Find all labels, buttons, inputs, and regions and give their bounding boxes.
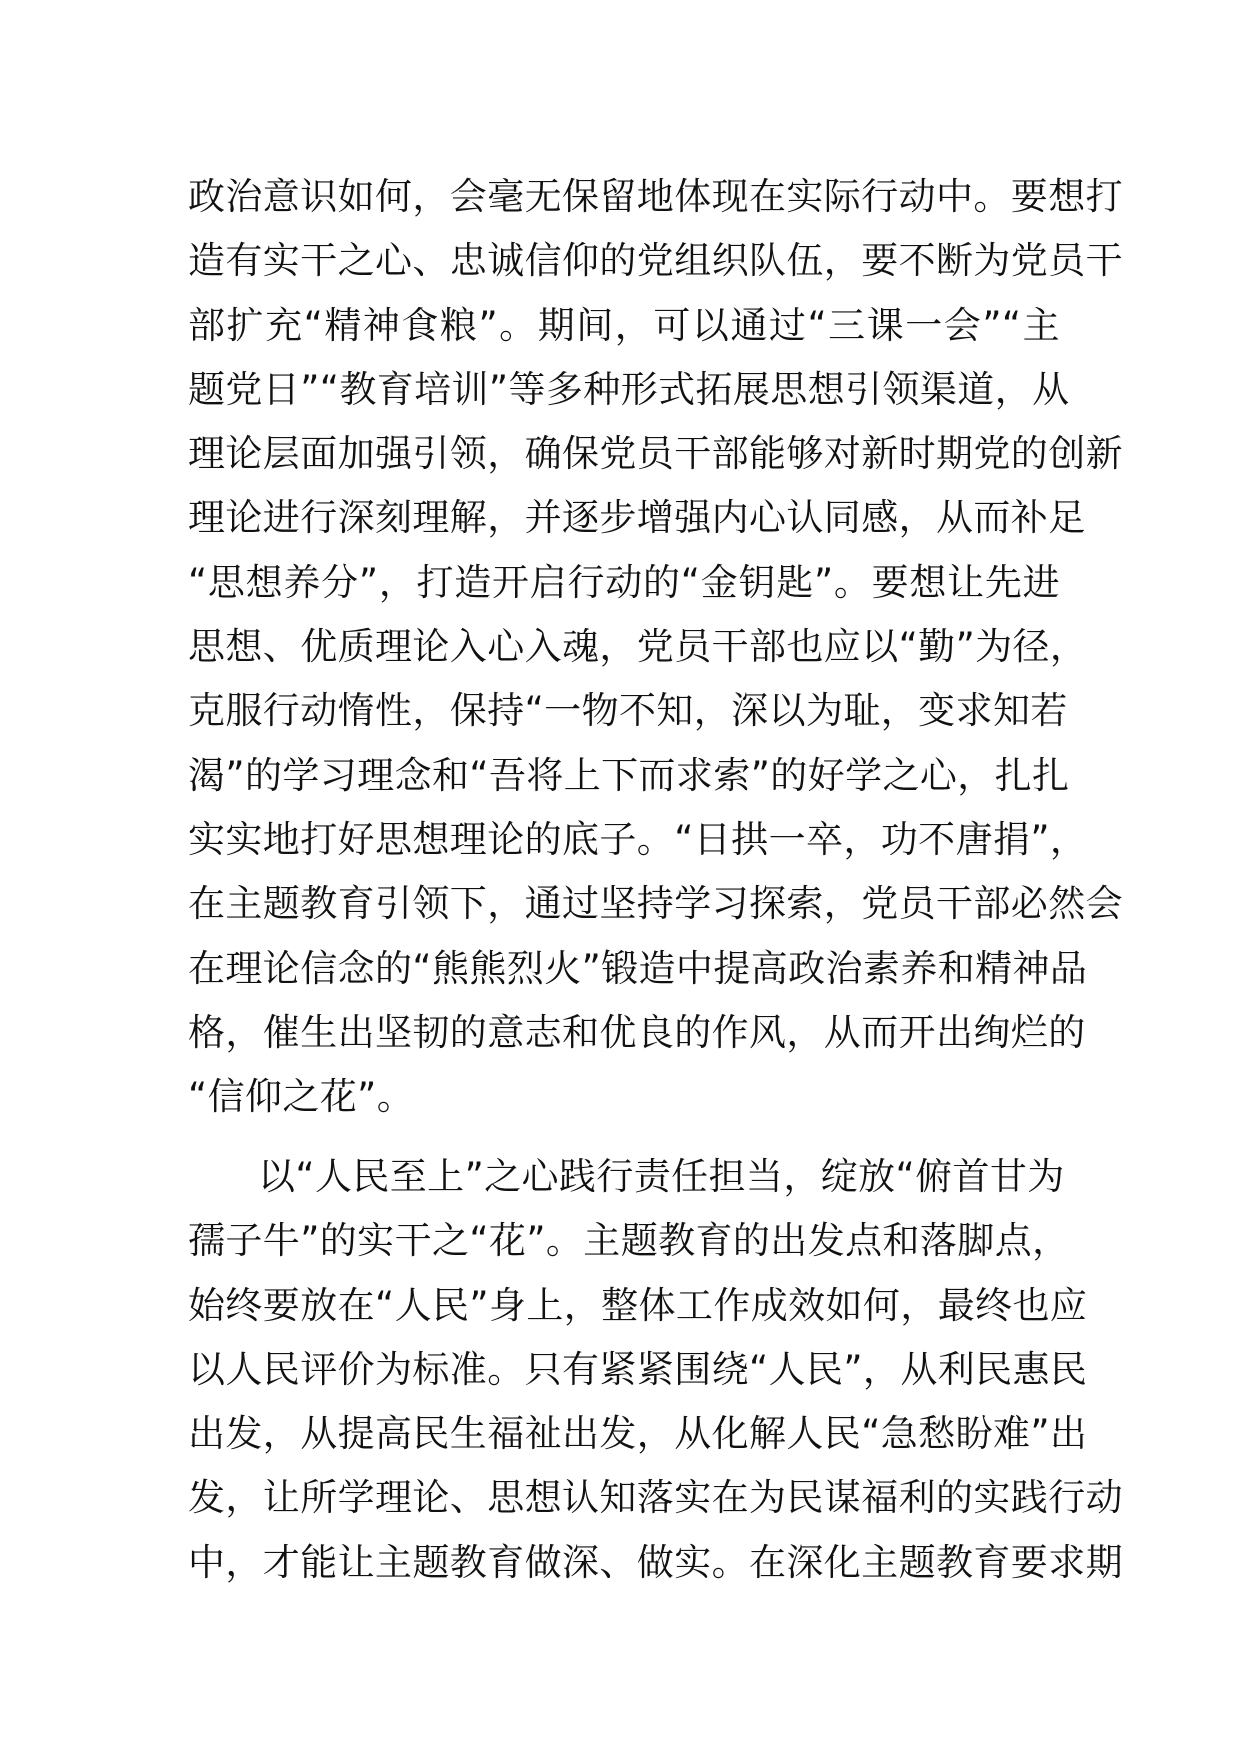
paragraph-1-line: 理论层面加强引领，确保党员干部能够对新时期党的创新 [188, 432, 1123, 476]
paragraph-1-line: 在理论信念的“熊熊烈火”锻造中提高政治素养和精神品 [188, 946, 1088, 990]
paragraph-2-line: 中，才能让主题教育做深、做实。在深化主题教育要求期 [188, 1540, 1123, 1584]
paragraph-1-line: “信仰之花”。 [188, 1075, 415, 1119]
paragraph-1-line: 格，催生出坚韧的意志和优良的作风，从而开出绚烂的 [188, 1010, 1086, 1054]
paragraph-2-line: 始终要放在“人民”身上，整体工作成效如何，最终也应 [188, 1283, 1088, 1327]
paragraph-2-line: 以“人民至上”之心践行责任担当，绽放“俯首甘为 [258, 1155, 1065, 1198]
paragraph-1-line: 部扩充“精神食粮”。期间，可以通过“三课一会”“主 [188, 303, 1060, 347]
paragraph-1-line: 实实地打好思想理论的底子。“日拱一卒，功不唐捐”， [188, 817, 1088, 861]
paragraph-2-line: 出发，从提高民生福祉出发，从化解人民“急愁盼难”出 [188, 1412, 1088, 1456]
paragraph-1-line: 在主题教育引领下，通过坚持学习探索，党员干部必然会 [188, 882, 1123, 926]
paragraph-1-line: 题党日”“教育培训”等多种形式拓展思想引领渠道，从 [188, 367, 1070, 411]
paragraph-1-line: 造有实干之心、忠诚信仰的党组织队伍，要不断为党员干 [188, 239, 1123, 283]
paragraph-2-line: 孺子牛”的实干之“花”。主题教育的出发点和落脚点， [188, 1219, 1070, 1263]
paragraph-1-line: 理论进行深刻理解，并逐步增强内心认同感，从而补足 [188, 496, 1086, 540]
paragraph-1-line: 克服行动惰性，保持“一物不知，深以为耻，变求知若 [188, 689, 1068, 733]
paragraph-1-line: 渴”的学习理念和“吾将上下而求索”的好学之心，扎扎 [188, 753, 1070, 797]
paragraph-1 [188, 165, 1123, 1129]
paragraph-2 [188, 1145, 1123, 1595]
paragraph-1-line: 思想、优质理论入心入魂，党员干部也应以“勤”为径， [188, 625, 1088, 669]
paragraph-1-line: 政治意识如何，会毫无保留地体现在实际行动中。要想打 [188, 175, 1123, 218]
paragraph-2-line: 以人民评价为标准。只有紧紧围绕“人民”，从利民惠民 [188, 1347, 1088, 1391]
paragraph-1-line: “思想养分”，打造开启行动的“金钥匙”。要想让先进 [188, 560, 1060, 604]
paragraph-2-line: 发，让所学理论、思想认知落实在为民谋福利的实践行动 [188, 1476, 1123, 1520]
